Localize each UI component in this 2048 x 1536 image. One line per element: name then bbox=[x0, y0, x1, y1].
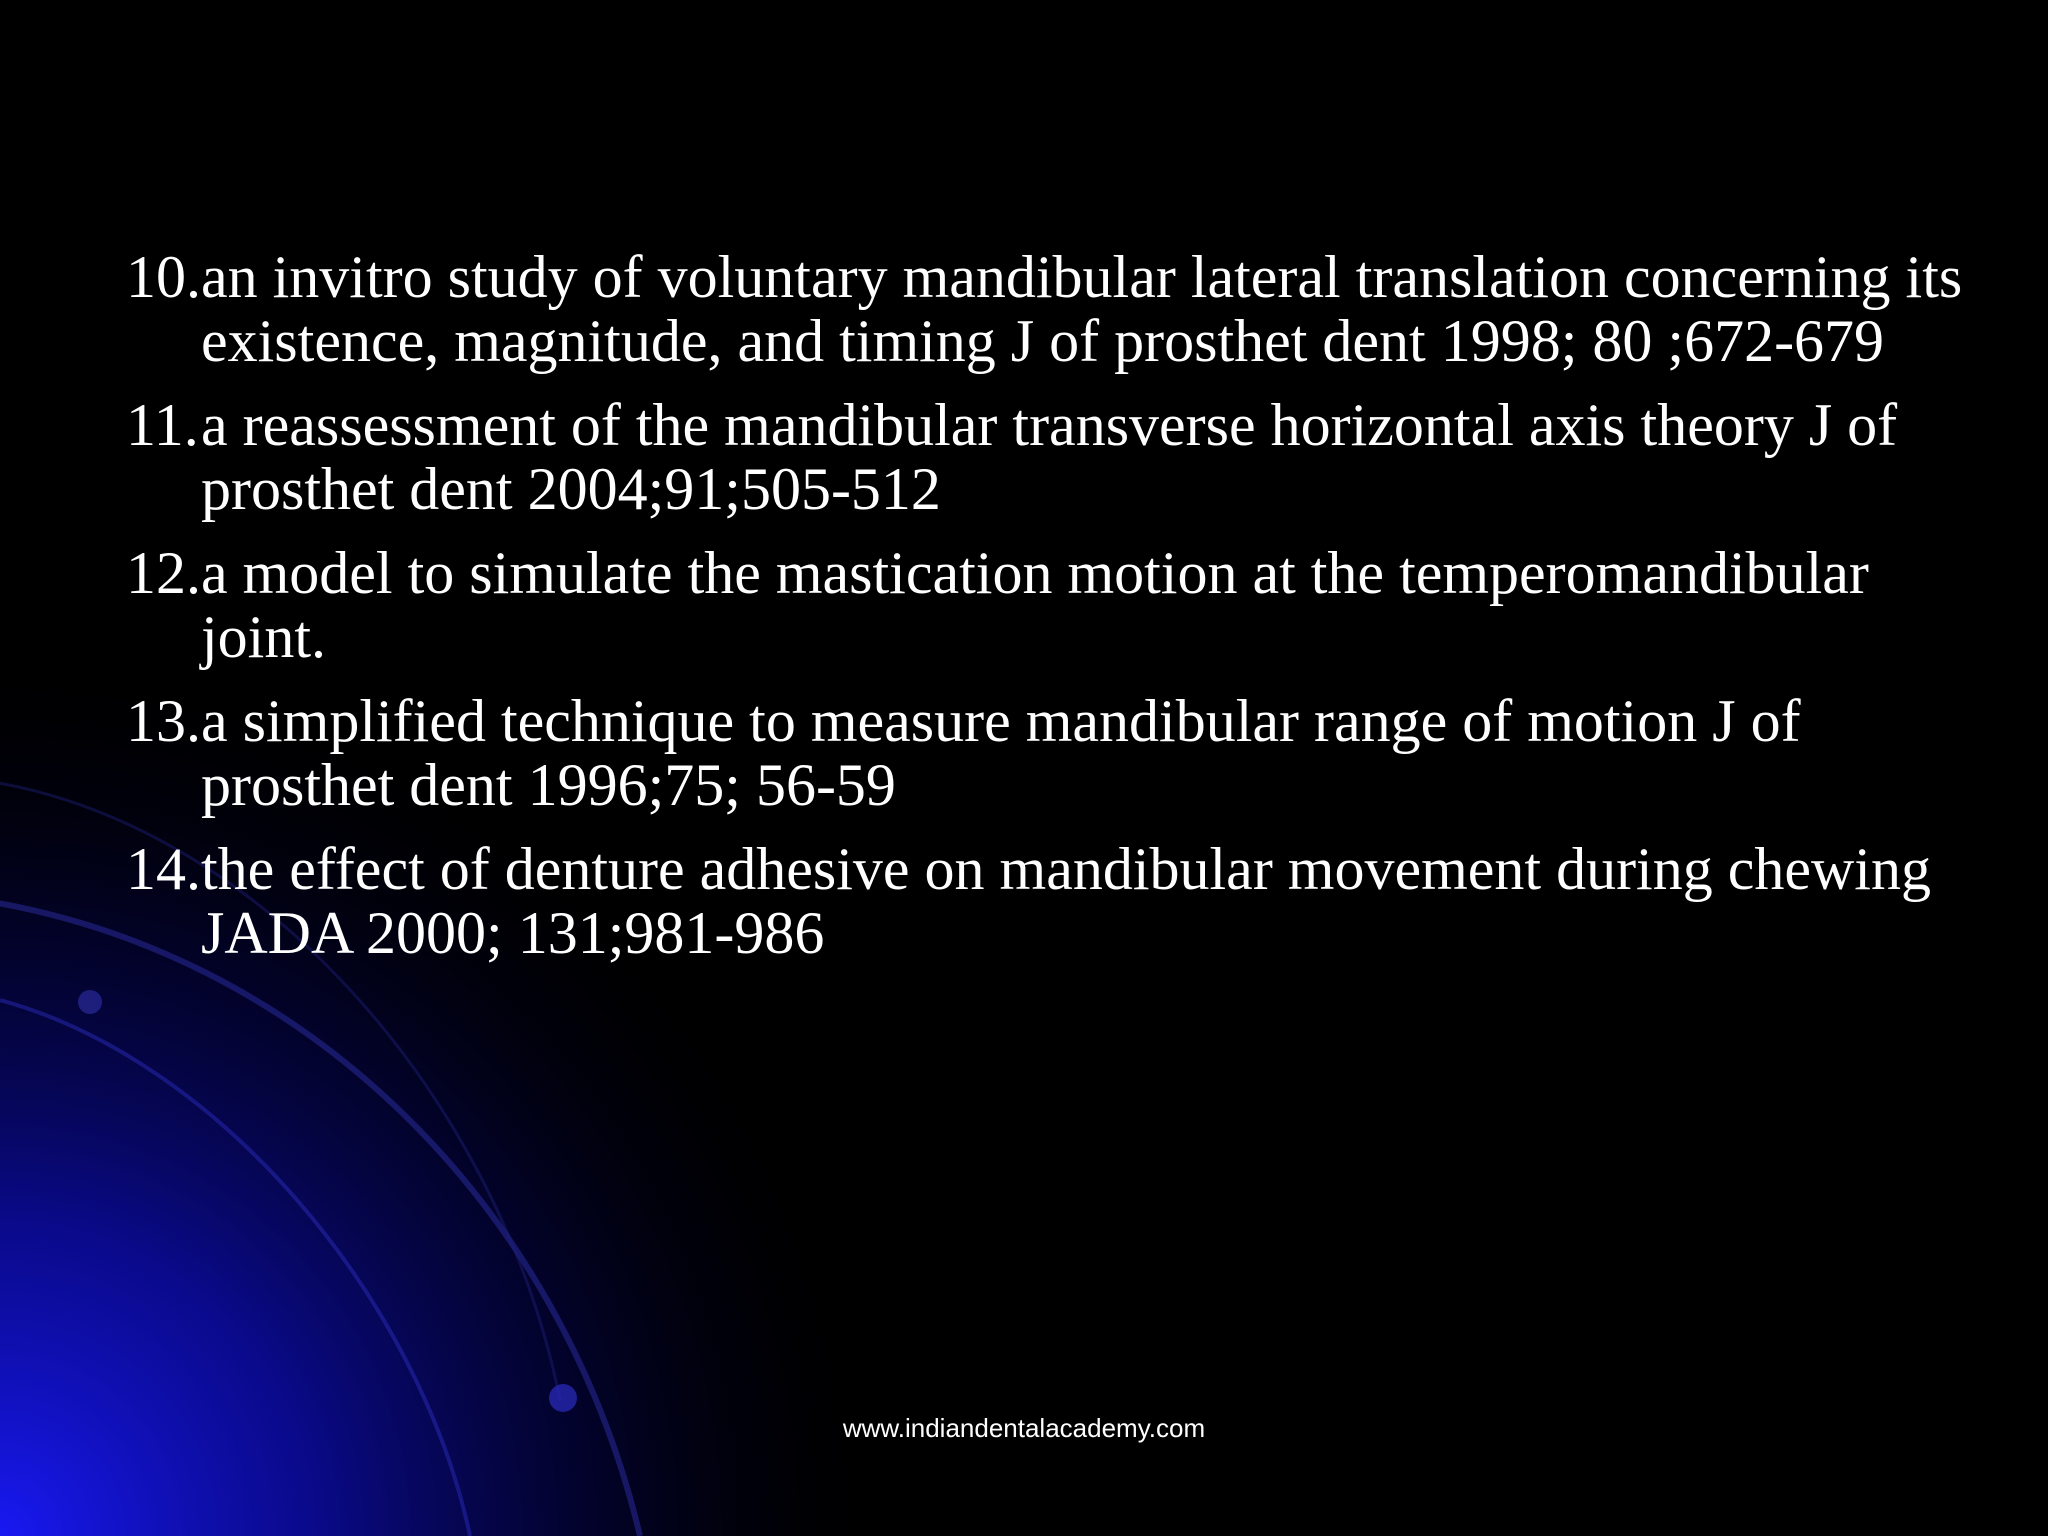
reference-item bbox=[126, 689, 1986, 817]
reference-text: the effect of denture adhesive on mandibular movement during chewing JADA 2000; 131;981-986 bbox=[201, 836, 1931, 966]
reference-number: 14. bbox=[126, 836, 201, 902]
reference-list bbox=[126, 245, 1986, 985]
reference-item bbox=[126, 393, 1986, 521]
reference-text: a model to simulate the mastication motion at the temperomandibular joint. bbox=[201, 540, 1869, 670]
reference-text: an invitro study of voluntary mandibular lateral translation concerning its existence, magnitude, and timing J of prosthet dent 1998; 80 ;672-679 bbox=[201, 244, 1963, 374]
reference-number: 12. bbox=[126, 540, 201, 606]
reference-item bbox=[126, 245, 1986, 373]
footer-website-url: www.indiandentalacademy.com bbox=[842, 1413, 1206, 1443]
reference-item bbox=[126, 837, 1986, 965]
reference-number: 11. bbox=[126, 392, 199, 458]
reference-text: a reassessment of the mandibular transverse horizontal axis theory J of prosthet dent 2004;91;505-512 bbox=[201, 392, 1898, 522]
reference-number: 10. bbox=[126, 244, 201, 310]
reference-number: 13. bbox=[126, 688, 201, 754]
reference-item bbox=[126, 541, 1986, 669]
reference-text: a simplified technique to measure mandibular range of motion J of prosthet dent 1996;75; 56-59 bbox=[201, 688, 1801, 818]
